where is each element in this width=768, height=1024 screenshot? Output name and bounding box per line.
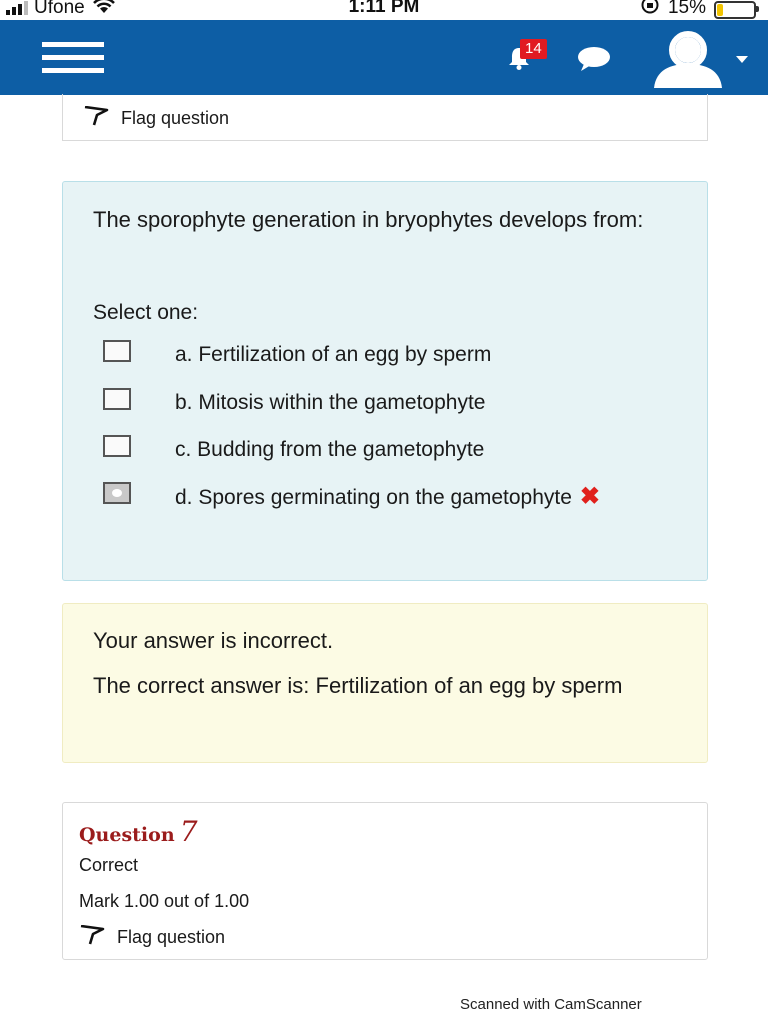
user-avatar-icon[interactable] [650, 30, 726, 95]
correct-answer-text: The correct answer is: Fertilization of an egg by sperm [93, 673, 623, 698]
flag-question-link[interactable] [79, 925, 225, 950]
menu-icon[interactable] [42, 42, 104, 76]
question-grade: Mark 1.00 out of 1.00 [79, 891, 250, 911]
option-label: b. Mitosis within the gametophyte [175, 391, 486, 414]
option-label: a. Fertilization of an egg by sperm [175, 343, 492, 366]
question-number: 7 [179, 815, 198, 848]
orientation-lock-icon [640, 0, 660, 20]
notification-badge: 14 [520, 39, 547, 59]
option-checkbox[interactable] [103, 388, 131, 410]
flag-question-label: Flag question [117, 927, 226, 947]
question-info-card [62, 802, 708, 960]
status-bar [0, 0, 768, 20]
option-checkbox[interactable] [103, 435, 131, 457]
flag-icon [79, 925, 105, 950]
carrier-name: Ufone [34, 0, 85, 18]
top-navbar [0, 20, 768, 95]
flag-icon [83, 106, 109, 131]
chat-icon[interactable] [576, 46, 612, 77]
question-text: The sporophyte generation in bryophytes develops from: [93, 207, 644, 232]
question-word: Question [79, 824, 175, 846]
feedback-card [62, 603, 708, 763]
option-checkbox[interactable] [103, 340, 131, 362]
select-one-prompt: Select one: [93, 301, 199, 324]
option-label: c. Budding from the gametophyte [175, 438, 485, 461]
incorrect-icon: ✖ [579, 483, 601, 510]
flag-question-label: Flag question [121, 108, 230, 128]
option-label [145, 480, 665, 515]
question-card [62, 181, 708, 581]
option-checkbox-selected[interactable] [103, 482, 131, 504]
flag-question-link[interactable] [83, 106, 229, 131]
battery-icon [714, 1, 756, 19]
caret-down-icon[interactable] [736, 56, 748, 63]
question-number-heading [79, 815, 198, 848]
battery-percent: 15% [667, 0, 706, 18]
scanner-watermark: Scanned with CamScanner [460, 996, 642, 1013]
question-state: Correct [79, 855, 139, 875]
option-label-text: d. Spores germinating on the gametophyte [175, 486, 572, 509]
feedback-result: Your answer is incorrect. [93, 628, 334, 653]
clock: 1:11 PM [348, 0, 420, 17]
previous-question-card [62, 94, 708, 141]
